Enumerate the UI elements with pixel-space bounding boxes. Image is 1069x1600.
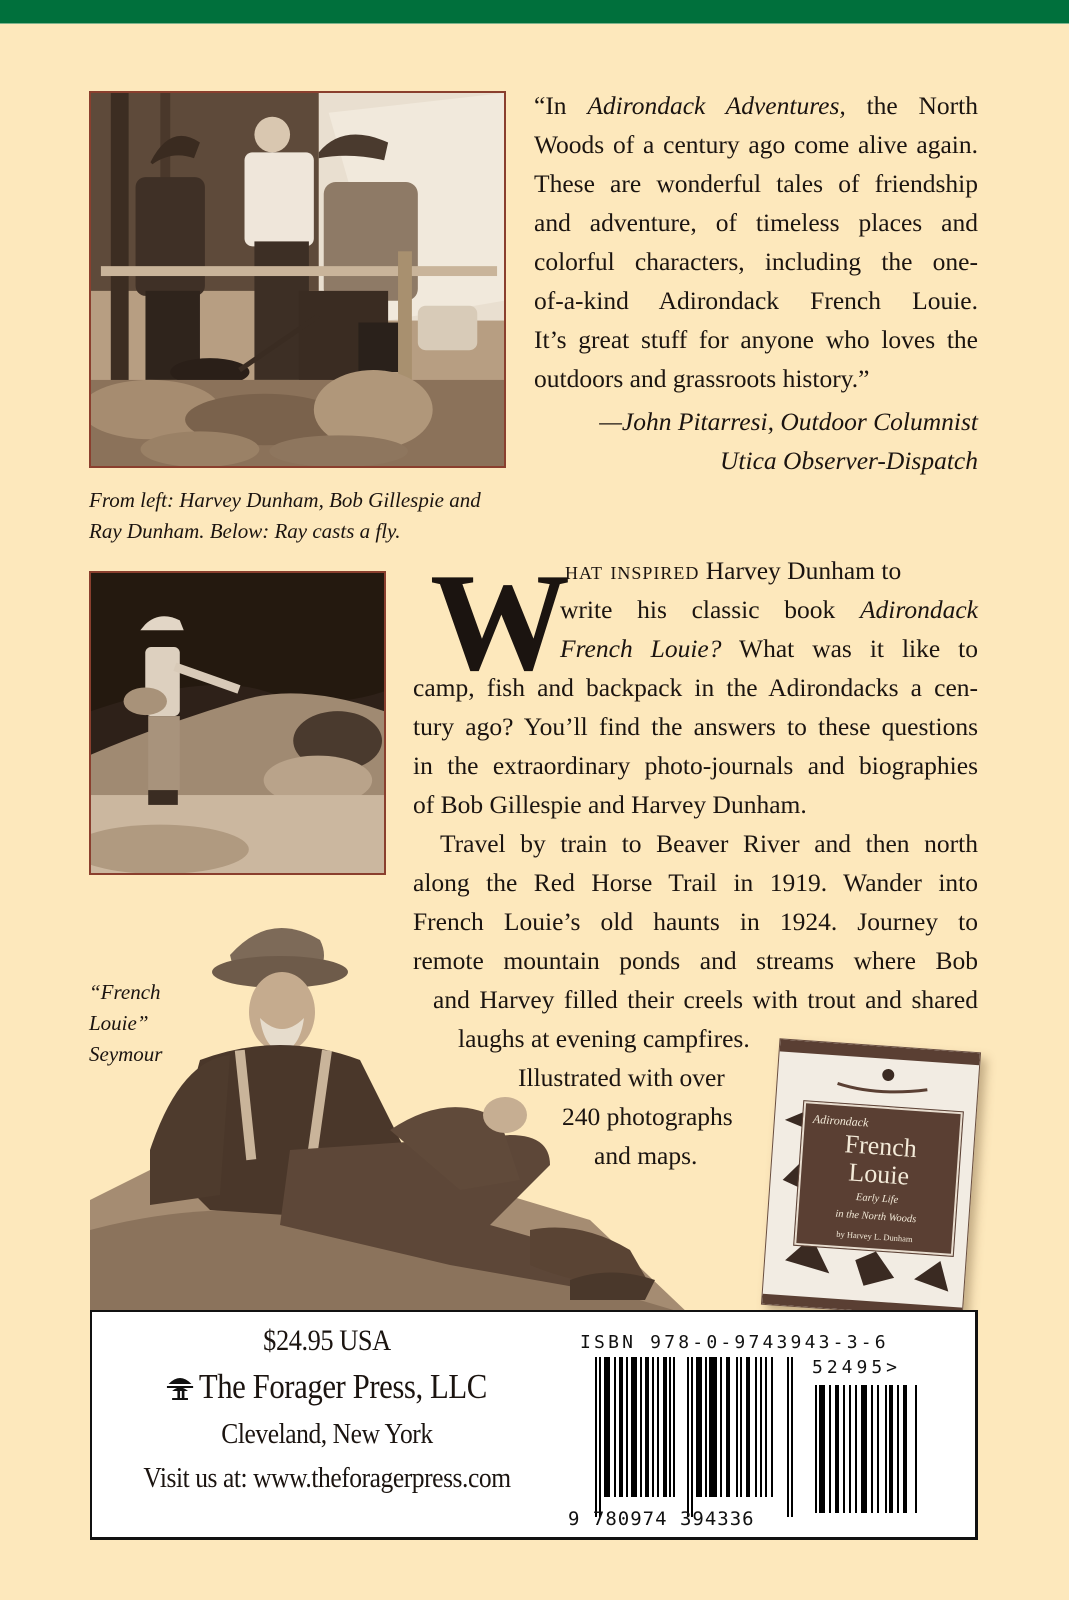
quote-line: of-a-kind Adirondack French Louie. — [534, 286, 978, 315]
publisher-info-box — [90, 1310, 978, 1540]
cover-series: Adirondack — [812, 1111, 869, 1130]
cover-title: Louie — [847, 1157, 911, 1191]
quote-line: Woods of a century ago come alive again. — [534, 130, 978, 159]
blurb-line: of Bob Gillespie and Harvey Dunham. — [413, 790, 807, 819]
price-addon-code: 52495> — [812, 1357, 902, 1378]
caption-line: Seymour — [89, 1042, 163, 1066]
blurb-line: French Louie? What was it like to — [560, 634, 978, 663]
campfire-photo-caption — [89, 485, 529, 547]
book-title-italic: Adirondack Adventures, — [587, 91, 846, 120]
french-louie-photo — [90, 900, 690, 1315]
blurb-line: tury ago? You’ll find the answers to these questions — [413, 712, 978, 741]
price-addon-barcode — [815, 1385, 920, 1513]
isbn-number: ISBN 978-0-9743943-3-6 — [580, 1332, 889, 1353]
quote-line: “In Adirondack Adventures, the North — [534, 91, 978, 120]
quote-line: These are wonderful tales of friendship — [534, 169, 978, 198]
blurb-line: Travel by train to Beaver River and then north — [440, 829, 978, 858]
french-louie-caption — [89, 977, 219, 1070]
ean-barcode — [595, 1357, 795, 1517]
drop-cap-letter: W — [430, 545, 564, 700]
caption-line: From left: Harvey Dunham, Bob Gillespie and — [89, 488, 481, 512]
top-color-band — [0, 0, 1069, 24]
caption-line: Ray Dunham. Below: Ray casts a fly. — [89, 519, 401, 543]
blurb-line: Illustrated with over — [518, 1063, 725, 1092]
quote-line: It’s great stuff for anyone who loves the — [534, 325, 978, 354]
cover-subtitle: in the North Woods — [835, 1208, 917, 1226]
blurb-line: laughs at evening campfires. — [458, 1024, 750, 1053]
blurb-line: French Louie’s old haunts in 1924. Journey to — [413, 907, 978, 936]
price-label: $24.95 USA — [263, 1324, 391, 1357]
campfire-photo — [89, 91, 506, 468]
blurb-line: in the extraordinary photo-journals and biographies — [413, 751, 978, 780]
publisher-city: Cleveland, New York — [221, 1418, 433, 1450]
mushroom-icon — [167, 1374, 193, 1400]
blurb-line: hat inspired Harvey Dunham to — [565, 556, 902, 585]
blurb-line: and Harvey filled their creels with trout and shared — [433, 985, 978, 1014]
quote-line: and adventure, of timeless places and — [534, 208, 978, 237]
blurb-line: write his classic book Adirondack — [560, 595, 978, 624]
quote-attribution — [534, 402, 978, 480]
caption-line: “French Louie” — [89, 980, 161, 1035]
attribution-publication: Utica Observer-Dispatch — [720, 446, 978, 475]
quote-line: outdoors and grassroots history.” — [534, 364, 870, 393]
review-quote — [534, 86, 978, 398]
publisher-name: The Forager Press, LLC — [120, 1367, 534, 1407]
blurb-line: along the Red Horse Trail in 1919. Wander into — [413, 868, 978, 897]
cover-subtitle: Early Life — [855, 1192, 899, 1206]
quote-line: colorful characters, including the one- — [534, 247, 978, 276]
cover-title-panel — [794, 1101, 963, 1256]
blurb-line: remote mountain ponds and streams where Bob — [413, 946, 978, 975]
attribution-author: —John Pitarresi, Outdoor Columnist — [599, 407, 978, 436]
publisher-website: Visit us at: www.theforagerpress.com — [143, 1462, 511, 1494]
book-cover-image — [761, 1038, 981, 1318]
blurb-line: camp, fish and backpack in the Adirondacks a cen- — [413, 673, 978, 702]
blurb-line: and maps. — [594, 1141, 698, 1170]
fly-casting-photo — [89, 571, 386, 875]
cover-author: by Harvey L. Dunham — [835, 1228, 913, 1245]
blurb-line: 240 photographs — [562, 1102, 733, 1131]
ean-digits: 9 780974 394336 — [568, 1508, 755, 1530]
cover-title: French — [843, 1129, 918, 1164]
